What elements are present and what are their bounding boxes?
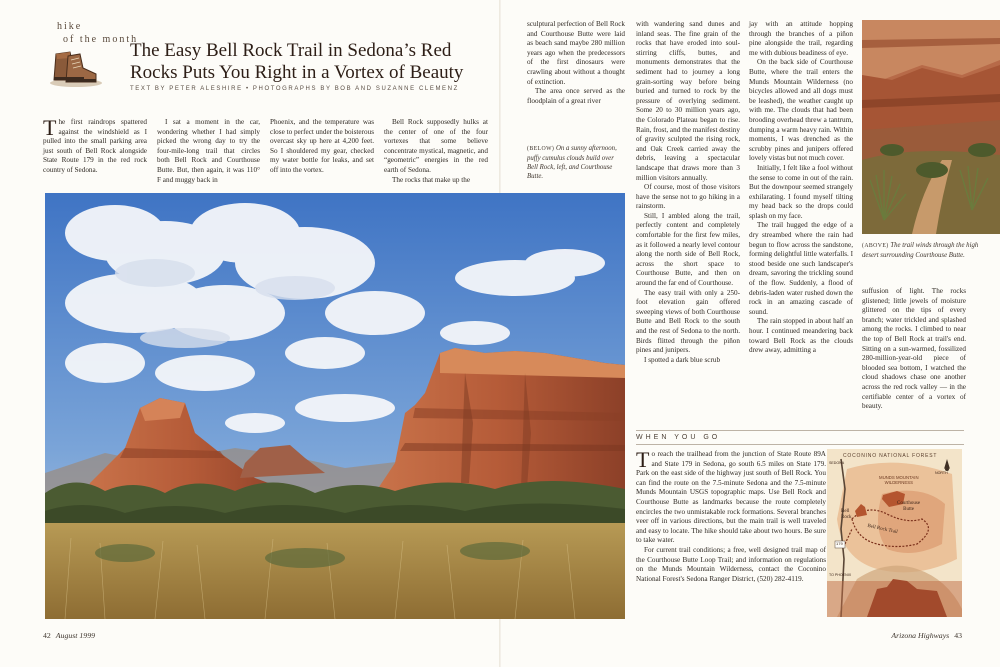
- when-you-go-rule: [636, 430, 964, 431]
- caption-text-above: The trail winds through the high desert surrounding Courthouse Butte.: [862, 242, 979, 259]
- map-label-sedona: SEDONA: [829, 461, 845, 465]
- north-arrow-icon: NORTH: [935, 471, 948, 475]
- column-1-text: he first raindrops spattered against the windshield as I pulled into the small parking area just south of Bell Rock alongside State Route 179 in the red rock country of Sedona.: [43, 118, 147, 174]
- footer-right: [891, 631, 962, 640]
- body-column-1: [43, 115, 147, 176]
- page-number-left: 42: [43, 631, 51, 640]
- magazine-name: Arizona Highways: [891, 631, 950, 640]
- column-7-paragraph-2: On the back side of Courthouse Butte, where the trail enters the Munds Mountain Wilderness (no bicycles allowed and all dogs must be leashed), the weather caught up with me. The clouds that had been brooding overhead threw a tantrum, dumping a warm heavy rain. Within moments, I was drenched as the scrubby pines and junipers offered lovely vistas but not much cover.: [749, 58, 853, 163]
- when-you-go-paragraph-1-text: o reach the trailhead from the junction of State Route 89A and State 179 in Sedona, go south 6.5 miles on State 179. Park on the east side of the highway just south of Bell Rock. You can find the route on the 7.5-minute Sedona and the 7.5-minute Munds Mountain USGS topographic maps. Use Bell Rock and Courthouse Butte as landmarks because the route completely encircles the two unmistakable rock formations. Several branches veer off in various directions, but the main trail is well traveled and easy to locate. The hike should take about two hours. Be sure to take water.: [636, 450, 826, 545]
- column-7-paragraph-5: The rain stopped in about half an hour. I continued meandering back toward Bell Rock as the clouds drew away, admitting a: [749, 317, 853, 355]
- map-label-wilderness: [879, 475, 919, 485]
- hiking-boots-illustration: [46, 44, 106, 88]
- map-label-wilderness-2: WILDERNESS: [884, 480, 913, 485]
- column-8-paragraph: suffusion of light. The rocks glistened; little jewels of moisture glittered on the tips of every branch; water trickled and splashed among the rocks. I climbed to near the top of Bell Rock at trail's end. Sitting on a sun-warmed, fossilized 280-million-year-old piece of blooded sea bottom, I watched the cloud shadows chase one another across the red rock valley — in the certifiable center of a vortex of beauty.: [862, 287, 966, 411]
- caption-prefix-below: (BELOW): [527, 146, 555, 152]
- column-5-paragraph-1: sculptural perfection of Bell Rock and Courthouse Butte were laid as beach sand maybe 280 million years ago when the predecessors of the first dinosaurs were crawling about without a thought of extinction.: [527, 20, 625, 86]
- body-column-4: [384, 118, 488, 185]
- when-you-go-paragraph-1: [636, 447, 826, 546]
- when-you-go-paragraph-2: For current trail conditions; a free, well designed trail map of the Courthouse Butte Loop Trail; and information on regulations on the Munds Mountain Wilderness, contact the Coconino National Forest's Sedona Ranger District, (520) 282-4119.: [636, 545, 826, 583]
- body-column-8: [862, 287, 966, 412]
- headline-line-2: Rocks Puts You Right in a Vortex of Beauty: [130, 62, 464, 83]
- map-label-butte-1: Courthouse: [897, 501, 921, 506]
- high-desert-trail-photo: [862, 20, 1000, 234]
- map-label-wilderness-1: MUNDS MOUNTAIN: [879, 475, 919, 480]
- column-4-paragraph-1: Bell Rock supposedly hulks at the center of one of the four vortexes that some believe concentrate mystical, magnetic, and “geometric” energies in the red earth of Sedona.: [384, 118, 488, 174]
- issue-date: August 1999: [55, 631, 95, 640]
- column-6-paragraph-4: The easy trail with only a 250-foot elevation gain offered sweeping views of both Courthouse Butte and Bell Rock to the south and the rest of Sedona to the north. Birds flitted through the piñon pines and junipers.: [636, 288, 740, 355]
- column-6-paragraph-1: with wandering sand dunes and inland seas. The fine grain of the rocks that have eroded into soul-stirring cliffs, buttes, and monuments demonstrates that the sediment had to journey a long grain-sorting way before being buried and turned to rock by the pressure of overlying sediment. Some 20 to 30 million years ago, the Colorado Plateau began to rise. Rain, frost, and the manifest destiny of gravity sculpted the rising rock, and Oak Creek carried away the debris, leaving a spectacular landscape that draws more than 3 million visitors annually.: [636, 20, 740, 182]
- drop-cap: T: [43, 115, 57, 140]
- column-6-paragraph-3: Still, I ambled along the trail, perfectly content and completely comfortable for the first few miles, as it followed a nearly level contour along the north side of Bell Rock, across the short space to Courthouse Butte, and then on around the far end of Courthouse.: [636, 211, 740, 288]
- when-you-go-heading: WHEN YOU GO: [636, 434, 721, 441]
- column-4-paragraph-2: The rocks that make up the: [392, 175, 471, 184]
- body-column-2: [157, 118, 260, 185]
- map-label-bell-rock: [841, 509, 852, 521]
- kicker-line-2: of the month: [63, 34, 139, 45]
- body-column-7: [749, 20, 853, 356]
- caption-text-below: On a sunny afternoon, puffy cumulus clouds build over Bell Rock, left, and Courthouse Butte.: [527, 145, 617, 180]
- map-label-highway: 179: [836, 541, 843, 546]
- footer-left: [43, 631, 95, 640]
- column-6-paragraph-2: Of course, most of those visitors have the sense not to go hiking in a rainstorm.: [636, 183, 740, 211]
- page-number-right: 43: [954, 631, 962, 640]
- photo-caption-below: [527, 144, 625, 181]
- column-3-paragraph: Phoenix, and the temperature was close to perfect under the boisterous overcast sky up here at 4,200 feet. So I shouldered my gear, checked my water bottle for leaks, and set off into the vortex.: [270, 118, 374, 174]
- column-2-paragraph: I sat a moment in the car, wondering whether I had simply picked the wrong day to try the four-mile-long trail that circles both Bell Rock and Courthouse Butte. But, then again, it was 110° F and muggy back in: [157, 118, 260, 184]
- map-label-bell-1: Bell: [841, 509, 850, 514]
- when-you-go-rule-lower: [636, 444, 964, 445]
- body-column-6: [636, 20, 740, 365]
- caption-prefix-above: (ABOVE): [862, 243, 889, 249]
- section-kicker: [57, 20, 138, 46]
- bell-rock-courthouse-butte-photo: [45, 193, 625, 619]
- photo-caption-above: [862, 241, 994, 260]
- column-6-paragraph-5: I spotted a dark blue scrub: [644, 355, 721, 364]
- when-you-go-drop-cap: T: [636, 447, 650, 472]
- column-7-paragraph-3: Initially, I felt like a fool without the sense to come in out of the rain. But the downpour seemed strangely exhilarating. I found myself tilting my head back so the drops could splash on my face.: [749, 163, 853, 220]
- body-column-3: [270, 118, 374, 176]
- body-column-5: [527, 20, 625, 106]
- column-7-paragraph-1: jay with an attitude hopping through the branches of a piñon pine alongside the trail, regarding me with dubious beadiness of eye.: [749, 20, 853, 57]
- column-5-paragraph-2: The area once served as the floodplain of a great river: [527, 87, 625, 105]
- map-label-phoenix: TO PHOENIX: [829, 573, 852, 577]
- article-headline: [130, 40, 490, 84]
- map-label-bell-2: Rock: [841, 515, 852, 520]
- column-7-paragraph-4: The trail hugged the edge of a dry streambed where the rain had begun to flow across the sandstone, forming delightful little waterfalls. I stood beside one such landscaper's dream, savoring the trickling sound of the flow. Suddenly, a flood of debris-laden water rushed down the rock in an amazing cascade of sound.: [749, 221, 853, 316]
- trail-map: [827, 449, 962, 617]
- map-label-courthouse-butte: [897, 501, 920, 513]
- headline-line-1: The Easy Bell Rock Trail in Sedona’s Red: [130, 40, 452, 61]
- kicker-line-1: hike: [57, 21, 83, 32]
- when-you-go-text: [636, 447, 826, 584]
- article-credits: TEXT BY PETER ALESHIRE • PHOTOGRAPHS BY BOB AND SUZANNE CLEMENZ: [130, 86, 459, 92]
- map-label-forest: COCONINO NATIONAL FOREST: [843, 453, 938, 459]
- map-label-trail: Bell Rock Trail: [866, 523, 899, 536]
- map-label-butte-2: Butte: [903, 507, 914, 512]
